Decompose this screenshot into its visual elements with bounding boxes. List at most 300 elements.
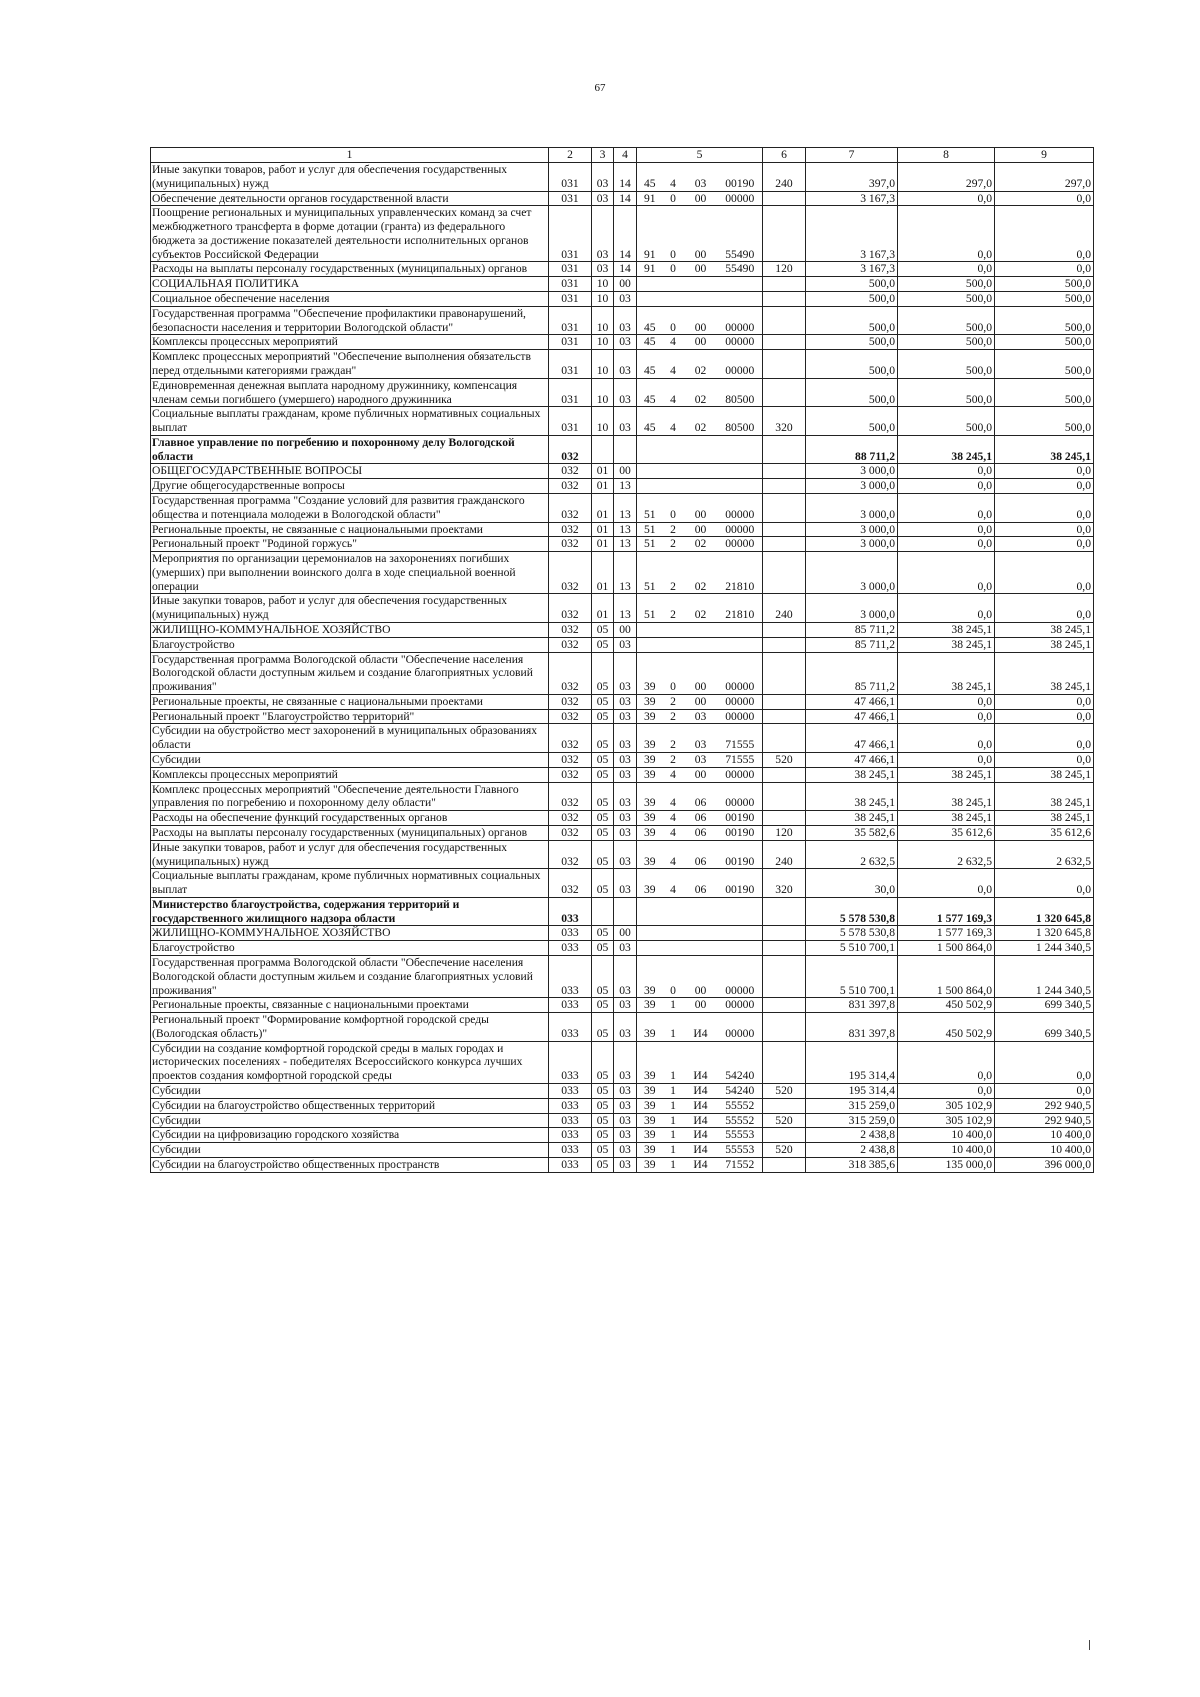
row-name: Обеспечение деятельности органов государственной власти <box>151 191 549 206</box>
row-subsection: 03 <box>614 782 637 811</box>
row-section: 05 <box>592 926 614 941</box>
row-name: Субсидии на цифровизацию городского хозяйства <box>151 1128 549 1143</box>
row-subsection: 00 <box>614 464 637 479</box>
row-subprogram: 2 <box>663 537 684 552</box>
row-subsection: 03 <box>614 292 637 307</box>
row-expense-type <box>763 811 806 826</box>
table-row <box>151 206 1094 262</box>
row-value-8: 2 632,5 <box>898 840 995 869</box>
row-grbs: 032 <box>549 811 592 826</box>
row-subprogram: 1 <box>663 1157 684 1172</box>
row-expense-type <box>763 191 806 206</box>
row-name: Единовременная денежная выплата народному дружиннику, компенсация членам семьи погибшего (умершего) народного дружинника <box>151 378 549 407</box>
table-row <box>151 926 1094 941</box>
row-subsection: 03 <box>614 1113 637 1128</box>
row-grbs: 032 <box>549 637 592 652</box>
row-direction: 80500 <box>718 407 763 436</box>
row-subsection: 00 <box>614 277 637 292</box>
row-expense-type <box>763 941 806 956</box>
row-section: 01 <box>592 464 614 479</box>
row-subsection: 03 <box>614 694 637 709</box>
row-value-8: 1 500 864,0 <box>898 941 995 956</box>
row-value-9: 38 245,1 <box>995 623 1094 638</box>
row-subprogram: 4 <box>663 869 684 898</box>
row-expense-type <box>763 552 806 594</box>
row-value-9: 10 400,0 <box>995 1143 1094 1158</box>
table-row <box>151 1098 1094 1113</box>
table-row <box>151 1013 1094 1042</box>
table-row <box>151 825 1094 840</box>
row-event: 00 <box>684 522 718 537</box>
row-program: 39 <box>637 1113 663 1128</box>
table-row <box>151 1143 1094 1158</box>
row-value-9: 0,0 <box>995 522 1094 537</box>
row-subsection <box>614 897 637 926</box>
header-col-7: 7 <box>806 148 898 163</box>
row-program <box>637 464 663 479</box>
row-value-9: 0,0 <box>995 537 1094 552</box>
row-event: 02 <box>684 350 718 379</box>
row-subprogram: 4 <box>663 811 684 826</box>
row-grbs: 031 <box>549 163 592 192</box>
row-direction: 71552 <box>718 1157 763 1172</box>
row-section: 05 <box>592 724 614 753</box>
row-section: 05 <box>592 694 614 709</box>
row-subsection: 14 <box>614 262 637 277</box>
row-section: 05 <box>592 1013 614 1042</box>
row-section: 05 <box>592 869 614 898</box>
row-section: 05 <box>592 1143 614 1158</box>
row-name: Социальные выплаты гражданам, кроме публичных нормативных социальных выплат <box>151 407 549 436</box>
row-value-9: 292 940,5 <box>995 1113 1094 1128</box>
row-grbs: 031 <box>549 277 592 292</box>
row-name: Благоустройство <box>151 637 549 652</box>
row-grbs: 033 <box>549 1084 592 1099</box>
row-value-9: 0,0 <box>995 479 1094 494</box>
row-subsection: 03 <box>614 1128 637 1143</box>
row-grbs: 033 <box>549 897 592 926</box>
row-name: Иные закупки товаров, работ и услуг для обеспечения государственных (муниципальных) нужд <box>151 163 549 192</box>
row-name: ЖИЛИЩНО-КОММУНАЛЬНОЕ ХОЗЯЙСТВО <box>151 623 549 638</box>
row-direction: 55553 <box>718 1128 763 1143</box>
row-event: 00 <box>684 306 718 335</box>
table-row <box>151 191 1094 206</box>
row-grbs: 032 <box>549 869 592 898</box>
table-row <box>151 753 1094 768</box>
row-expense-type: 520 <box>763 753 806 768</box>
row-value-9: 1 244 340,5 <box>995 955 1094 997</box>
row-event: И4 <box>684 1113 718 1128</box>
row-subprogram <box>663 464 684 479</box>
row-subsection: 03 <box>614 998 637 1013</box>
row-section: 03 <box>592 191 614 206</box>
row-name: Комплекс процессных мероприятий "Обеспечение выполнения обязательств перед отдельными категориями граждан" <box>151 350 549 379</box>
row-direction: 55553 <box>718 1143 763 1158</box>
row-program: 39 <box>637 998 663 1013</box>
row-name: Социальное обеспечение населения <box>151 292 549 307</box>
row-section: 05 <box>592 1128 614 1143</box>
table-row <box>151 335 1094 350</box>
row-subsection: 00 <box>614 926 637 941</box>
row-expense-type <box>763 335 806 350</box>
row-expense-type: 320 <box>763 407 806 436</box>
row-subsection: 13 <box>614 493 637 522</box>
row-value-8: 38 245,1 <box>898 435 995 464</box>
row-section: 05 <box>592 637 614 652</box>
row-subprogram: 1 <box>663 1084 684 1099</box>
row-direction: 00000 <box>718 782 763 811</box>
row-name: Региональные проекты, связанные с национальными проектами <box>151 998 549 1013</box>
table-row <box>151 1084 1094 1099</box>
row-grbs: 033 <box>549 1113 592 1128</box>
row-program: 39 <box>637 869 663 898</box>
row-subprogram <box>663 897 684 926</box>
row-name: ОБЩЕГОСУДАРСТВЕННЫЕ ВОПРОСЫ <box>151 464 549 479</box>
row-subsection: 03 <box>614 709 637 724</box>
row-expense-type <box>763 277 806 292</box>
row-grbs: 033 <box>549 926 592 941</box>
row-value-9: 1 320 645,8 <box>995 897 1094 926</box>
row-event: 00 <box>684 191 718 206</box>
row-value-8: 35 612,6 <box>898 825 995 840</box>
row-grbs: 033 <box>549 1013 592 1042</box>
row-section: 10 <box>592 407 614 436</box>
row-direction <box>718 277 763 292</box>
row-name: Субсидии на создание комфортной городской среды в малых городах и исторических поселениях - победителях Всероссийского конкурса лучших проектов создания комфортной городской среды <box>151 1041 549 1083</box>
row-section: 10 <box>592 306 614 335</box>
budget-table <box>150 147 1094 1173</box>
row-value-7: 2 632,5 <box>806 840 898 869</box>
row-expense-type <box>763 694 806 709</box>
row-subprogram: 1 <box>663 1113 684 1128</box>
row-direction: 00000 <box>718 306 763 335</box>
row-program: 45 <box>637 163 663 192</box>
header-col-2: 2 <box>549 148 592 163</box>
row-direction: 00000 <box>718 709 763 724</box>
row-value-8: 1 577 169,3 <box>898 897 995 926</box>
row-direction: 21810 <box>718 594 763 623</box>
row-name: Министерство благоустройства, содержания территорий и государственного жилищного надзора области <box>151 897 549 926</box>
row-expense-type: 240 <box>763 840 806 869</box>
row-subsection: 03 <box>614 407 637 436</box>
row-program: 45 <box>637 335 663 350</box>
row-name: Иные закупки товаров, работ и услуг для обеспечения государственных (муниципальных) нужд <box>151 840 549 869</box>
row-grbs: 033 <box>549 941 592 956</box>
row-direction: 00000 <box>718 767 763 782</box>
row-value-9: 0,0 <box>995 191 1094 206</box>
row-program: 39 <box>637 709 663 724</box>
row-value-7: 5 510 700,1 <box>806 941 898 956</box>
row-value-9: 500,0 <box>995 335 1094 350</box>
row-direction <box>718 464 763 479</box>
row-value-7: 47 466,1 <box>806 724 898 753</box>
row-value-8: 500,0 <box>898 378 995 407</box>
row-subprogram: 1 <box>663 1041 684 1083</box>
row-value-8: 135 000,0 <box>898 1157 995 1172</box>
row-value-7: 5 578 530,8 <box>806 926 898 941</box>
row-value-9: 292 940,5 <box>995 1098 1094 1113</box>
row-expense-type <box>763 897 806 926</box>
row-program: 39 <box>637 724 663 753</box>
row-program: 39 <box>637 811 663 826</box>
row-value-7: 3 000,0 <box>806 493 898 522</box>
row-section: 05 <box>592 998 614 1013</box>
row-value-8: 0,0 <box>898 479 995 494</box>
row-expense-type: 240 <box>763 594 806 623</box>
row-direction: 55552 <box>718 1113 763 1128</box>
table-row <box>151 897 1094 926</box>
row-subsection: 03 <box>614 637 637 652</box>
row-event: 03 <box>684 724 718 753</box>
row-grbs: 032 <box>549 709 592 724</box>
row-subprogram: 4 <box>663 335 684 350</box>
row-section: 01 <box>592 537 614 552</box>
row-subsection: 03 <box>614 869 637 898</box>
row-value-9: 38 245,1 <box>995 435 1094 464</box>
row-event: 06 <box>684 811 718 826</box>
row-value-7: 47 466,1 <box>806 753 898 768</box>
row-event: 02 <box>684 378 718 407</box>
row-subprogram <box>663 623 684 638</box>
row-program <box>637 277 663 292</box>
row-event: 03 <box>684 163 718 192</box>
row-subsection: 03 <box>614 724 637 753</box>
row-program: 51 <box>637 493 663 522</box>
row-section: 05 <box>592 623 614 638</box>
row-section: 01 <box>592 522 614 537</box>
row-value-8: 0,0 <box>898 724 995 753</box>
row-grbs: 032 <box>549 753 592 768</box>
table-row <box>151 840 1094 869</box>
row-program: 39 <box>637 694 663 709</box>
row-section: 05 <box>592 753 614 768</box>
row-section <box>592 897 614 926</box>
row-grbs: 031 <box>549 262 592 277</box>
row-event: И4 <box>684 1084 718 1099</box>
row-value-9: 38 245,1 <box>995 782 1094 811</box>
row-event <box>684 464 718 479</box>
row-value-7: 2 438,8 <box>806 1143 898 1158</box>
row-expense-type <box>763 1041 806 1083</box>
table-row <box>151 811 1094 826</box>
row-program <box>637 623 663 638</box>
margin-mark <box>1089 1640 1090 1650</box>
row-value-9: 0,0 <box>995 724 1094 753</box>
row-grbs: 033 <box>549 1128 592 1143</box>
row-event: 00 <box>684 652 718 694</box>
row-value-7: 315 259,0 <box>806 1098 898 1113</box>
row-grbs: 032 <box>549 782 592 811</box>
row-subprogram: 4 <box>663 163 684 192</box>
row-value-7: 500,0 <box>806 277 898 292</box>
row-subprogram: 1 <box>663 1128 684 1143</box>
row-subprogram: 2 <box>663 522 684 537</box>
row-subprogram: 2 <box>663 552 684 594</box>
row-program: 39 <box>637 1143 663 1158</box>
row-name: Другие общегосударственные вопросы <box>151 479 549 494</box>
row-grbs: 032 <box>549 767 592 782</box>
row-value-9: 500,0 <box>995 292 1094 307</box>
row-event: 06 <box>684 782 718 811</box>
row-value-8: 0,0 <box>898 262 995 277</box>
row-name: Субсидии <box>151 1084 549 1099</box>
row-value-8: 1 577 169,3 <box>898 926 995 941</box>
row-section: 05 <box>592 941 614 956</box>
row-event: И4 <box>684 1128 718 1143</box>
row-expense-type <box>763 464 806 479</box>
row-value-9: 1 320 645,8 <box>995 926 1094 941</box>
row-value-7: 38 245,1 <box>806 782 898 811</box>
row-expense-type <box>763 350 806 379</box>
row-section: 05 <box>592 652 614 694</box>
row-program: 39 <box>637 753 663 768</box>
row-section: 05 <box>592 782 614 811</box>
row-value-8: 500,0 <box>898 306 995 335</box>
row-subsection: 14 <box>614 191 637 206</box>
row-grbs: 032 <box>549 594 592 623</box>
row-value-8: 38 245,1 <box>898 652 995 694</box>
row-section: 01 <box>592 552 614 594</box>
row-subsection: 03 <box>614 652 637 694</box>
row-expense-type: 240 <box>763 163 806 192</box>
table-row <box>151 623 1094 638</box>
row-subsection: 13 <box>614 594 637 623</box>
table-row <box>151 1157 1094 1172</box>
row-name: Комплексы процессных мероприятий <box>151 767 549 782</box>
row-section: 03 <box>592 262 614 277</box>
row-expense-type <box>763 623 806 638</box>
row-section: 05 <box>592 825 614 840</box>
row-program: 39 <box>637 1098 663 1113</box>
row-subsection: 03 <box>614 1041 637 1083</box>
row-event: И4 <box>684 1013 718 1042</box>
row-expense-type <box>763 537 806 552</box>
row-grbs: 031 <box>549 407 592 436</box>
row-value-8: 38 245,1 <box>898 623 995 638</box>
table-row <box>151 709 1094 724</box>
row-value-7: 500,0 <box>806 407 898 436</box>
row-program: 51 <box>637 537 663 552</box>
row-subprogram: 0 <box>663 262 684 277</box>
row-expense-type: 520 <box>763 1084 806 1099</box>
row-section: 10 <box>592 277 614 292</box>
row-grbs: 032 <box>549 435 592 464</box>
row-section: 05 <box>592 955 614 997</box>
table-row <box>151 998 1094 1013</box>
row-name: Субсидии на благоустройство общественных пространств <box>151 1157 549 1172</box>
row-value-9: 1 244 340,5 <box>995 941 1094 956</box>
row-direction: 00000 <box>718 694 763 709</box>
header-col-9: 9 <box>995 148 1094 163</box>
table-row <box>151 869 1094 898</box>
row-value-9: 500,0 <box>995 407 1094 436</box>
row-program: 45 <box>637 306 663 335</box>
row-event: 02 <box>684 552 718 594</box>
row-value-7: 3 000,0 <box>806 522 898 537</box>
row-grbs: 032 <box>549 724 592 753</box>
row-value-7: 3 000,0 <box>806 464 898 479</box>
row-program: 39 <box>637 1041 663 1083</box>
row-subsection: 03 <box>614 350 637 379</box>
row-program: 51 <box>637 594 663 623</box>
table-row <box>151 637 1094 652</box>
row-value-9: 38 245,1 <box>995 811 1094 826</box>
row-event: 00 <box>684 998 718 1013</box>
row-section: 03 <box>592 206 614 262</box>
row-subprogram: 0 <box>663 955 684 997</box>
row-direction: 00000 <box>718 537 763 552</box>
row-value-9: 35 612,6 <box>995 825 1094 840</box>
row-value-8: 0,0 <box>898 753 995 768</box>
row-value-8: 0,0 <box>898 1041 995 1083</box>
row-grbs: 032 <box>549 552 592 594</box>
row-program: 39 <box>637 1084 663 1099</box>
table-row <box>151 479 1094 494</box>
row-value-8: 0,0 <box>898 191 995 206</box>
row-value-7: 3 167,3 <box>806 206 898 262</box>
row-subprogram: 1 <box>663 1013 684 1042</box>
row-value-7: 85 711,2 <box>806 637 898 652</box>
row-event <box>684 435 718 464</box>
row-direction: 00000 <box>718 335 763 350</box>
row-subprogram: 4 <box>663 782 684 811</box>
row-subsection: 03 <box>614 840 637 869</box>
table-row <box>151 464 1094 479</box>
row-value-9: 699 340,5 <box>995 1013 1094 1042</box>
table-row <box>151 537 1094 552</box>
row-value-9: 2 632,5 <box>995 840 1094 869</box>
row-subprogram: 0 <box>663 206 684 262</box>
row-event: 03 <box>684 753 718 768</box>
row-value-8: 297,0 <box>898 163 995 192</box>
row-value-7: 5 578 530,8 <box>806 897 898 926</box>
row-value-7: 47 466,1 <box>806 709 898 724</box>
row-section: 01 <box>592 493 614 522</box>
row-expense-type <box>763 292 806 307</box>
row-value-9: 0,0 <box>995 709 1094 724</box>
row-event: И4 <box>684 1041 718 1083</box>
header-col-4: 4 <box>614 148 637 163</box>
row-value-7: 318 385,6 <box>806 1157 898 1172</box>
row-value-8: 0,0 <box>898 694 995 709</box>
row-program: 39 <box>637 1157 663 1172</box>
row-section: 03 <box>592 163 614 192</box>
row-value-8: 1 500 864,0 <box>898 955 995 997</box>
row-subprogram: 2 <box>663 594 684 623</box>
row-event: И4 <box>684 1157 718 1172</box>
row-direction: 00000 <box>718 350 763 379</box>
table-row <box>151 350 1094 379</box>
row-event <box>684 941 718 956</box>
row-name: Комплексы процессных мероприятий <box>151 335 549 350</box>
row-direction <box>718 435 763 464</box>
row-event: 02 <box>684 594 718 623</box>
row-name: Главное управление по погребению и похоронному делу Вологодской области <box>151 435 549 464</box>
row-value-8: 38 245,1 <box>898 782 995 811</box>
row-expense-type: 320 <box>763 869 806 898</box>
row-subprogram: 2 <box>663 709 684 724</box>
table-row <box>151 522 1094 537</box>
row-value-9: 0,0 <box>995 869 1094 898</box>
row-event: 06 <box>684 825 718 840</box>
row-section: 05 <box>592 1098 614 1113</box>
table-row <box>151 1113 1094 1128</box>
row-subprogram <box>663 479 684 494</box>
row-expense-type <box>763 782 806 811</box>
row-event: 06 <box>684 840 718 869</box>
row-section: 10 <box>592 378 614 407</box>
table-row <box>151 652 1094 694</box>
